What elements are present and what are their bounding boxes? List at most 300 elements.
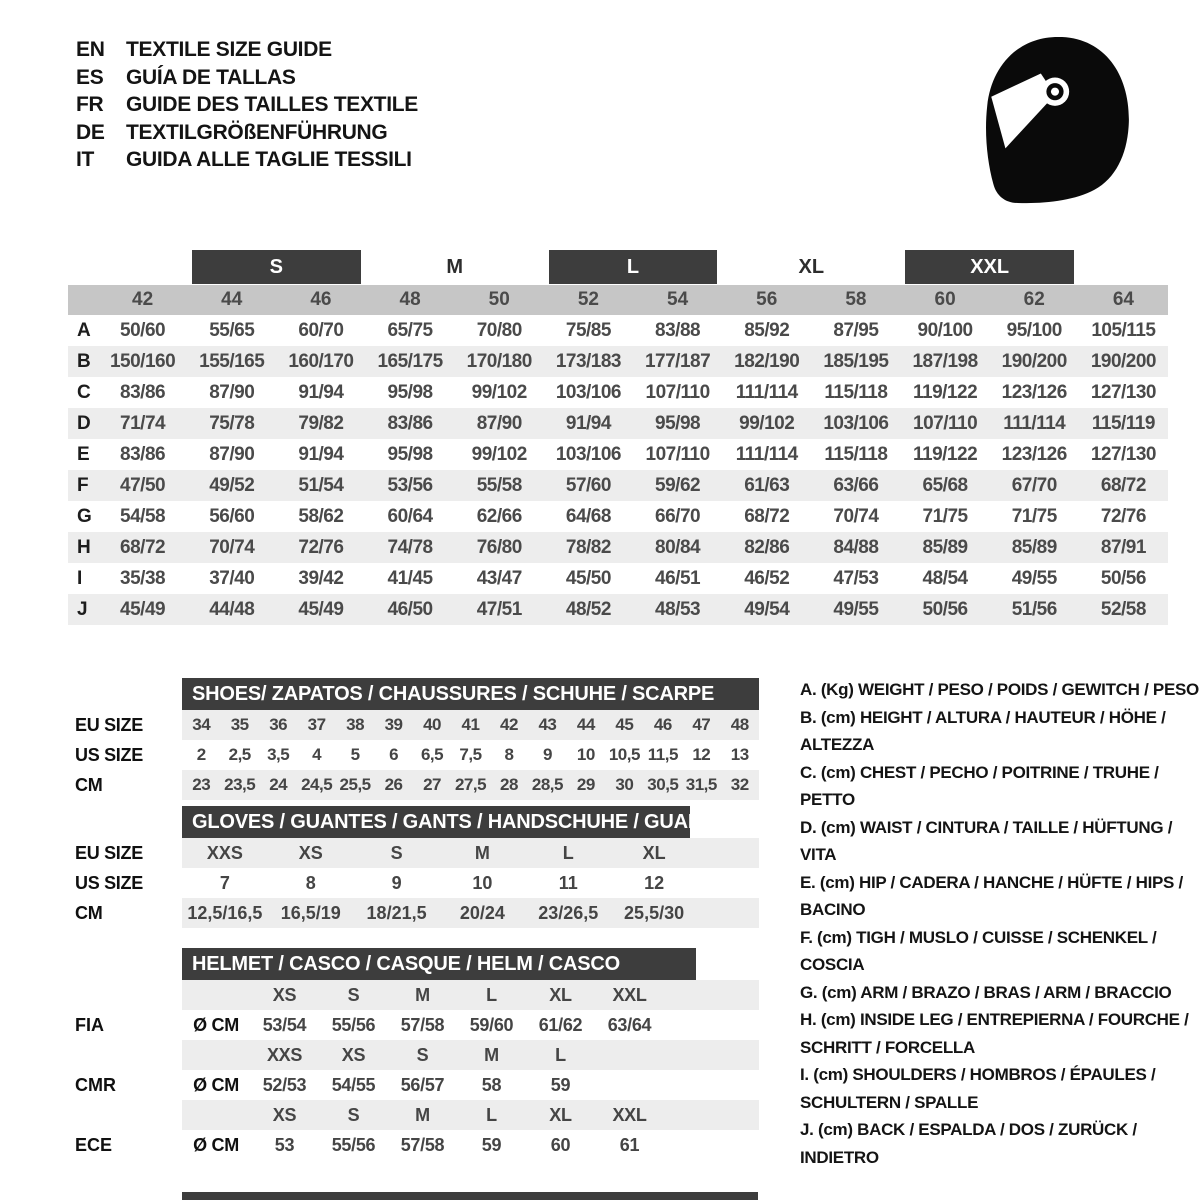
table-cell: 59 — [481, 1134, 502, 1155]
table-row — [68, 532, 1168, 563]
table-row — [68, 501, 1168, 532]
table-cell: 56/60 — [209, 505, 255, 527]
table-cell: 2,5 — [228, 745, 251, 764]
size-header-cell: XXL — [612, 1104, 647, 1125]
size-header-cell: XL — [549, 984, 572, 1005]
table-cell: 87/91 — [1100, 536, 1146, 558]
table-cell: 41 — [461, 715, 480, 734]
table-cell: 10,5 — [608, 745, 640, 764]
table-cell: 99/102 — [739, 412, 795, 434]
table-cell: 23/26,5 — [538, 902, 599, 923]
table-cell: 10 — [576, 745, 595, 764]
column-header: 56 — [756, 289, 778, 310]
table-cell: 53/54 — [262, 1014, 307, 1035]
table-cell: 55/56 — [331, 1134, 376, 1155]
table-cell: 45/49 — [298, 598, 344, 620]
table-cell: 190/200 — [1001, 350, 1067, 372]
guide-title: TEXTILE SIZE GUIDE — [126, 38, 332, 61]
table-cell: 83/86 — [120, 381, 166, 403]
table-cell: 70/80 — [476, 319, 522, 341]
table-cell: XXS — [206, 842, 243, 863]
column-header: 42 — [132, 289, 154, 310]
row-letter: H — [77, 536, 91, 558]
table-cell: 95/100 — [1006, 319, 1062, 341]
table-row — [75, 868, 759, 898]
language-line — [76, 119, 418, 147]
table-cell: 58 — [481, 1074, 502, 1095]
table-cell: 119/122 — [913, 381, 978, 403]
standard-name: FIA — [75, 1014, 104, 1035]
table-cell: 30,5 — [647, 775, 679, 794]
guide-title: TEXTILGRÖßENFÜHRUNG — [126, 120, 388, 144]
table-cell: 70/74 — [209, 536, 255, 558]
table-cell: 48/53 — [655, 598, 701, 620]
table-cell: 12 — [692, 745, 711, 764]
table-cell: 55/56 — [331, 1014, 376, 1035]
table-cell: 49/55 — [833, 598, 879, 620]
helmet-sizes-row — [75, 1100, 759, 1130]
table-cell: 150/160 — [109, 350, 176, 372]
table-cell: 63/66 — [833, 474, 879, 496]
row-label: EU SIZE — [75, 714, 143, 735]
size-label-xl: XL — [798, 255, 825, 278]
size-header-cell: XXL — [612, 984, 647, 1005]
table-cell: 7,5 — [459, 745, 482, 764]
table-cell: 87/95 — [833, 319, 879, 341]
shoes-section-header: SHOES/ ZAPATOS / CHAUSSURES / SCHUHE / SCARPE — [182, 678, 759, 710]
table-cell: 72/76 — [298, 536, 344, 558]
table-cell: 80/84 — [655, 536, 701, 558]
legend-item: D. (cm) WAIST / CINTURA / TAILLE / HÜFTUNG / VITA — [800, 817, 1173, 864]
table-cell: 3,5 — [267, 745, 290, 764]
table-cell: 40 — [423, 715, 441, 734]
textile-size-table — [68, 249, 1168, 625]
table-cell: 160/170 — [288, 350, 354, 372]
table-cell: 50/60 — [120, 319, 166, 341]
table-cell: 83/86 — [120, 443, 166, 465]
table-cell: 10 — [472, 872, 493, 893]
table-cell: 39 — [384, 715, 403, 734]
shoes-size-table — [75, 678, 759, 800]
table-cell: 13 — [730, 745, 749, 764]
table-row — [68, 346, 1168, 377]
table-cell: 12,5/16,5 — [187, 902, 263, 923]
table-cell: 61 — [619, 1134, 640, 1155]
table-cell: 47/51 — [476, 598, 522, 620]
table-cell: 66/70 — [655, 505, 701, 527]
measurement-legend — [800, 676, 1200, 1171]
table-cell: 57/58 — [400, 1014, 445, 1035]
legend-item: I. (cm) SHOULDERS / HOMBROS / ÉPAULES / SCHULTERN / SPALLE — [800, 1065, 1156, 1112]
legend-item: C. (cm) CHEST / PECHO / POITRINE / TRUHE / PETTO — [800, 762, 1159, 809]
row-letter: J — [77, 598, 88, 620]
table-cell: 85/89 — [1011, 536, 1057, 558]
language-code: ES — [76, 65, 104, 89]
table-cell: 41/45 — [387, 567, 433, 589]
table-row — [68, 594, 1168, 625]
table-cell: 48/52 — [565, 598, 611, 620]
size-chip-xxl: XXL — [905, 250, 1073, 284]
table-row — [68, 377, 1168, 408]
legend-item: H. (cm) INSIDE LEG / ENTREPIERNA / FOURCHE / SCHRITT / FORCELLA — [800, 1010, 1189, 1057]
table-cell: 26 — [384, 775, 403, 794]
table-cell: 107/110 — [645, 381, 710, 403]
table-cell: 67/70 — [1011, 474, 1057, 496]
table-cell: 11 — [558, 872, 578, 893]
table-cell: 60 — [550, 1134, 571, 1155]
size-label-m: M — [446, 255, 463, 278]
table-cell: 82/86 — [744, 536, 790, 558]
table-cell: 74/78 — [387, 536, 433, 558]
language-code: EN — [76, 38, 105, 61]
table-cell: 8 — [305, 872, 316, 893]
table-cell: 111/114 — [735, 381, 798, 403]
table-cell: 78/82 — [565, 536, 611, 558]
table-cell: 85/92 — [744, 319, 790, 341]
column-header: 50 — [488, 289, 510, 310]
row-label: EU SIZE — [75, 842, 143, 863]
table-cell: 123/126 — [1001, 381, 1067, 403]
size-chip-s: S — [192, 250, 360, 284]
legend-item: E. (cm) HIP / CADERA / HANCHE / HÜFTE / HIPS / BACINO — [800, 872, 1183, 919]
table-cell: 46 — [653, 715, 672, 734]
helmet-sizes-row — [75, 980, 759, 1010]
table-cell: 25,5/30 — [624, 902, 685, 923]
column-header: 44 — [221, 289, 243, 310]
table-row — [68, 408, 1168, 439]
table-cell: 70/74 — [833, 505, 879, 527]
table-cell: 54/55 — [331, 1074, 376, 1095]
size-header-cell: M — [484, 1044, 499, 1065]
table-cell: 173/183 — [555, 350, 621, 372]
table-cell: 35/38 — [120, 567, 166, 589]
table-cell: 9 — [542, 745, 552, 764]
table-cell: 71/74 — [120, 412, 166, 434]
table-cell: 42 — [499, 715, 518, 734]
table-cell: 90/100 — [917, 319, 973, 341]
table-cell: 62/66 — [476, 505, 522, 527]
table-cell: 25,5 — [339, 775, 371, 794]
table-cell: 68/72 — [1100, 474, 1146, 496]
standard-name: ECE — [75, 1134, 113, 1155]
table-cell: 43 — [538, 715, 557, 734]
column-header: 48 — [399, 289, 421, 310]
table-cell: 165/175 — [377, 350, 443, 372]
table-cell: 75/85 — [565, 319, 611, 341]
table-cell: 185/195 — [823, 350, 889, 372]
table-cell: 111/114 — [1003, 412, 1066, 434]
size-header-cell: S — [416, 1044, 429, 1065]
table-cell: 127/130 — [1090, 381, 1156, 403]
table-cell: 34 — [192, 715, 211, 734]
table-cell: 49/54 — [744, 598, 790, 620]
table-cell: 24 — [269, 775, 288, 794]
table-cell: 170/180 — [466, 350, 532, 372]
size-header-cell: XS — [272, 1104, 297, 1125]
table-cell: 52/58 — [1100, 598, 1146, 620]
table-cell: 71/75 — [922, 505, 968, 527]
row-label: CM — [75, 902, 103, 923]
gloves-size-table — [75, 806, 759, 928]
table-cell: 46/52 — [744, 567, 790, 589]
table-cell: L — [562, 842, 574, 863]
table-cell: 85/89 — [922, 536, 968, 558]
size-header-cell: L — [486, 1104, 497, 1125]
table-cell: 28,5 — [531, 775, 563, 794]
language-line — [76, 36, 418, 64]
table-cell: 103/106 — [555, 443, 621, 465]
language-title-block — [76, 36, 418, 174]
row-letter: G — [77, 505, 92, 527]
size-labels-row — [68, 249, 1168, 285]
table-cell: 30 — [615, 775, 634, 794]
table-cell: 52/53 — [262, 1074, 307, 1095]
language-line — [76, 64, 418, 92]
row-letter: A — [77, 319, 91, 341]
table-cell: 59/62 — [655, 474, 701, 496]
table-cell: 44 — [576, 715, 595, 734]
guide-title: GUIDE DES TAILLES TEXTILE — [126, 93, 418, 116]
table-row — [75, 740, 759, 770]
table-cell: 87/90 — [209, 443, 255, 465]
table-cell: 53/56 — [387, 474, 433, 496]
table-cell: M — [474, 842, 490, 863]
table-cell: 49/55 — [1011, 567, 1057, 589]
size-header-cell: S — [347, 984, 360, 1005]
table-cell: 105/115 — [1091, 319, 1156, 341]
table-cell: 27 — [423, 775, 441, 794]
helmet-standard-block — [75, 1040, 759, 1100]
table-cell: 37 — [307, 715, 326, 734]
table-cell: 71/75 — [1011, 505, 1057, 527]
table-cell: 155/165 — [199, 350, 265, 372]
table-cell: 53 — [274, 1134, 295, 1155]
size-header-cell: XL — [549, 1104, 572, 1125]
cropped-section-bar — [182, 1192, 758, 1200]
table-cell: 49/52 — [209, 474, 255, 496]
table-cell: 68/72 — [120, 536, 166, 558]
size-header-cell: L — [486, 984, 497, 1005]
table-cell: 51/54 — [298, 474, 344, 496]
helmet-standard-block — [75, 980, 759, 1040]
table-cell: 68/72 — [744, 505, 790, 527]
table-cell: 4 — [312, 745, 322, 764]
table-cell: 91/94 — [565, 412, 611, 434]
table-cell: 95/98 — [655, 412, 701, 434]
table-cell: 43/47 — [476, 567, 522, 589]
size-chip-l: L — [549, 250, 717, 284]
helmet-sizes-row — [75, 1040, 759, 1070]
table-cell: 107/110 — [645, 443, 710, 465]
table-cell: 91/94 — [298, 443, 344, 465]
table-cell: XS — [298, 842, 323, 863]
row-letter: I — [77, 567, 83, 589]
table-row — [75, 838, 759, 868]
legend-item: B. (cm) HEIGHT / ALTURA / HAUTEUR / HÖHE / ALTEZZA — [800, 707, 1166, 754]
legend-item: J. (cm) BACK / ESPALDA / DOS / ZURÜCK / INDIETRO — [800, 1120, 1137, 1167]
table-cell: 91/94 — [298, 381, 344, 403]
table-cell: 2 — [196, 745, 206, 764]
table-cell: 18/21,5 — [366, 902, 427, 923]
helmet-section-header: HELMET / CASCO / CASQUE / HELM / CASCO — [182, 948, 696, 980]
language-line — [76, 146, 418, 174]
table-cell: 87/90 — [209, 381, 255, 403]
table-cell: 38 — [346, 715, 365, 734]
table-cell: 182/190 — [734, 350, 800, 372]
column-header: 52 — [577, 289, 599, 310]
table-cell: 61/63 — [744, 474, 790, 496]
row-letter: F — [77, 474, 89, 496]
unit-label: Ø CM — [193, 1074, 239, 1095]
table-cell: 99/102 — [471, 381, 527, 403]
table-cell: 46/50 — [387, 598, 433, 620]
language-code: DE — [76, 120, 105, 144]
table-cell: 45/49 — [120, 598, 166, 620]
helmet-data-row — [75, 1070, 759, 1100]
table-cell: 16,5/19 — [280, 902, 341, 923]
table-cell: 20/24 — [459, 902, 505, 923]
table-cell: 55/58 — [476, 474, 522, 496]
table-cell: 190/200 — [1090, 350, 1156, 372]
unit-label: Ø CM — [193, 1014, 239, 1035]
table-cell: 37/40 — [209, 567, 255, 589]
table-cell: 59/60 — [469, 1014, 514, 1035]
standard-name: CMR — [75, 1074, 116, 1095]
row-label: US SIZE — [75, 872, 143, 893]
legend-item: G. (cm) ARM / BRAZO / BRAS / ARM / BRACCIO — [800, 982, 1172, 1002]
table-cell: 61/62 — [538, 1014, 583, 1035]
table-cell: 6 — [389, 745, 399, 764]
column-header: 58 — [845, 289, 867, 310]
table-cell: 87/90 — [476, 412, 522, 434]
table-row — [68, 439, 1168, 470]
table-cell: 31,5 — [685, 775, 717, 794]
table-cell: 57/60 — [565, 474, 611, 496]
table-cell: 24,5 — [301, 775, 333, 794]
table-cell: 36 — [269, 715, 288, 734]
size-header-cell: M — [415, 984, 430, 1005]
table-cell: 177/187 — [644, 350, 711, 372]
helmet-data-row — [75, 1010, 759, 1040]
table-row — [75, 898, 759, 928]
size-header-cell: XS — [341, 1044, 366, 1065]
table-cell: 59 — [550, 1074, 571, 1095]
table-row — [68, 315, 1168, 346]
table-cell: 65/75 — [387, 319, 433, 341]
table-cell: 65/68 — [922, 474, 968, 496]
table-cell: 99/102 — [471, 443, 527, 465]
table-cell: 76/80 — [476, 536, 522, 558]
column-header: 46 — [310, 289, 332, 310]
table-cell: 127/130 — [1090, 443, 1156, 465]
table-cell: 35 — [230, 715, 249, 734]
table-cell: 50/56 — [922, 598, 968, 620]
table-cell: 8 — [504, 745, 514, 764]
table-cell: 9 — [391, 872, 402, 893]
column-header: 60 — [934, 289, 956, 310]
gloves-section-header: GLOVES / GUANTES / GANTS / HANDSCHUHE / GUANTI — [182, 806, 690, 838]
table-cell: 95/98 — [387, 381, 433, 403]
table-cell: 47 — [692, 715, 711, 734]
table-cell: 115/118 — [824, 443, 888, 465]
helmet-data-row — [75, 1130, 759, 1160]
table-cell: 50/56 — [1100, 567, 1146, 589]
table-cell: 39/42 — [298, 567, 344, 589]
table-cell: 79/82 — [298, 412, 344, 434]
racing-helmet-icon — [978, 34, 1133, 211]
table-cell: 63/64 — [607, 1014, 652, 1035]
table-cell: 7 — [219, 872, 230, 893]
table-cell: 54/58 — [120, 505, 166, 527]
table-cell: 115/118 — [824, 381, 888, 403]
table-cell: 46/51 — [655, 567, 701, 589]
guide-title: GUÍA DE TALLAS — [126, 65, 296, 89]
language-code: IT — [76, 148, 95, 171]
table-row — [68, 470, 1168, 501]
table-cell: 103/106 — [555, 381, 621, 403]
row-letter: B — [77, 350, 91, 372]
table-cell: 72/76 — [1100, 505, 1146, 527]
column-header: 54 — [667, 289, 689, 310]
size-header-cell: XS — [272, 984, 297, 1005]
table-cell: 103/106 — [823, 412, 889, 434]
table-cell: 64/68 — [565, 505, 611, 527]
table-cell: 55/65 — [209, 319, 255, 341]
row-letter: C — [77, 381, 91, 403]
row-letter: E — [77, 443, 90, 465]
table-cell: 107/110 — [913, 412, 978, 434]
table-cell: 48 — [730, 715, 749, 734]
table-cell: 84/88 — [833, 536, 879, 558]
table-cell: 95/98 — [387, 443, 433, 465]
table-cell: 12 — [644, 872, 665, 893]
row-letter: D — [77, 412, 91, 434]
table-cell: 60/64 — [387, 505, 433, 527]
helmet-size-table — [75, 948, 759, 1160]
table-cell: 44/48 — [209, 598, 255, 620]
row-label: CM — [75, 774, 103, 795]
table-cell: 51/56 — [1011, 598, 1057, 620]
table-cell: 83/88 — [655, 319, 701, 341]
table-cell: 23,5 — [224, 775, 256, 794]
table-cell: 28 — [499, 775, 518, 794]
size-header-cell: M — [415, 1104, 430, 1125]
table-cell: 11,5 — [647, 745, 678, 764]
language-code: FR — [76, 93, 104, 116]
table-cell: 45/50 — [565, 567, 611, 589]
column-header: 64 — [1112, 289, 1134, 310]
table-row — [75, 770, 759, 800]
table-cell: 23 — [192, 775, 211, 794]
table-cell: 27,5 — [454, 775, 487, 794]
table-cell: 75/78 — [209, 412, 255, 434]
table-cell: 111/114 — [735, 443, 798, 465]
column-header: 62 — [1023, 289, 1045, 310]
table-cell: 47/50 — [120, 474, 166, 496]
table-cell: 60/70 — [298, 319, 344, 341]
size-header-cell: XXS — [266, 1044, 303, 1065]
table-cell: 6,5 — [420, 745, 444, 764]
table-row — [68, 563, 1168, 594]
table-cell: XL — [642, 842, 666, 863]
table-cell: 45 — [615, 715, 634, 734]
numeric-size-header-row — [68, 285, 1168, 315]
helmet-standard-block — [75, 1100, 759, 1160]
helmet-standards — [75, 980, 759, 1160]
table-cell: 32 — [730, 775, 749, 794]
table-cell: 47/53 — [833, 567, 879, 589]
measurement-rows — [68, 315, 1168, 625]
